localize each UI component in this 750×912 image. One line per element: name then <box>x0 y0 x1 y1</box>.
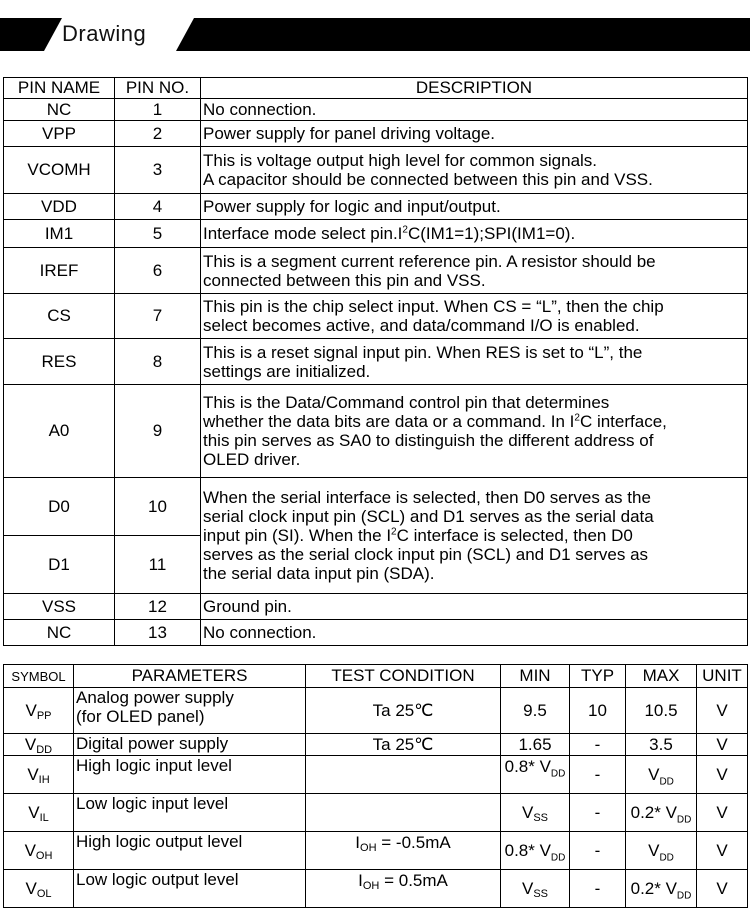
symbol-cell <box>4 794 74 832</box>
symbol-sub: IH <box>38 773 50 786</box>
max-sub: DD <box>676 813 692 825</box>
pin-no: 3 <box>115 147 201 194</box>
pin-name: D0 <box>4 478 115 536</box>
desc-sup: 2 <box>391 526 397 538</box>
pin-desc: No connection. <box>201 620 748 646</box>
table-row <box>4 478 748 536</box>
pin-name: IM1 <box>4 220 115 248</box>
pin-name: RES <box>4 339 115 385</box>
min-cell <box>501 756 570 794</box>
min-cell: 1.65 <box>501 734 570 756</box>
spec-table <box>3 664 748 908</box>
desc-text: whether the data bits are data or a command. In I <box>203 412 575 431</box>
min-sub: DD <box>550 851 566 863</box>
pin-no: 5 <box>115 220 201 248</box>
typ-cell: - <box>570 734 626 756</box>
symbol-cell <box>4 870 74 908</box>
max-cell: 10.5 <box>626 688 697 734</box>
pin-no: 13 <box>115 620 201 646</box>
table-row <box>4 385 748 478</box>
desc-line: connected between this pin and VSS. <box>203 270 486 290</box>
pin-desc <box>201 248 748 294</box>
pin-no: 4 <box>115 194 201 220</box>
symbol-cell <box>4 734 74 756</box>
pin-no: 9 <box>115 385 201 478</box>
desc-line: This is voltage output high level for common signals. <box>203 151 598 170</box>
header-pin-no: PIN NO. <box>115 78 201 99</box>
desc-line: When the serial interface is selected, then D0 serves as the <box>203 488 651 507</box>
desc-text: Interface mode select pin.I <box>203 224 403 243</box>
pin-name: A0 <box>4 385 115 478</box>
min-text: V <box>521 878 534 898</box>
param-line: (for OLED panel) <box>76 707 205 726</box>
param-cell: Low logic input level <box>74 794 306 832</box>
param-cell: Low logic output level <box>74 870 306 908</box>
desc-sup: 2 <box>402 224 408 236</box>
desc-line: serial clock input pin (SCL) and D1 serves as the serial data <box>203 507 654 526</box>
min-sub: SS <box>533 811 549 824</box>
header-min: MIN <box>501 665 570 688</box>
unit-cell: V <box>697 734 748 756</box>
param-cell: Digital power supply <box>74 734 306 756</box>
desc-text: C interface, <box>579 412 667 431</box>
pin-table <box>3 77 748 646</box>
unit-cell: V <box>697 794 748 832</box>
test-cell <box>306 794 501 832</box>
pin-name: VPP <box>4 121 115 147</box>
desc-text: input pin (SI). When the I <box>203 526 392 545</box>
symbol-cell <box>4 688 74 734</box>
table-row <box>4 248 748 294</box>
min-cell <box>501 794 570 832</box>
unit-cell: V <box>697 688 748 734</box>
table-row <box>4 794 748 832</box>
test-sub: OH <box>360 842 377 854</box>
table-row <box>4 688 748 734</box>
pin-name: VSS <box>4 594 115 620</box>
symbol-sub: PP <box>36 709 52 722</box>
param-cell: High logic input level <box>74 756 306 794</box>
typ-cell: - <box>570 832 626 870</box>
max-cell <box>626 832 697 870</box>
desc-line: This is the Data/Command control pin that determines <box>203 393 610 412</box>
table-row <box>4 870 748 908</box>
desc-line: serves as the serial clock input pin (SCL) and D1 serves as <box>203 545 649 564</box>
desc-line: settings are initialized. <box>203 361 371 381</box>
symbol-text: V <box>24 840 36 860</box>
pin-desc <box>201 385 748 478</box>
pin-desc: Power supply for logic and input/output. <box>201 194 748 220</box>
symbol-text: V <box>24 734 37 754</box>
pin-desc: Ground pin. <box>201 594 748 620</box>
symbol-text: V <box>25 878 37 898</box>
min-text: V <box>521 802 534 822</box>
min-text: 0.8* V <box>504 757 551 776</box>
max-sub: DD <box>659 775 674 787</box>
max-cell <box>626 756 697 794</box>
pin-desc-d0-d1 <box>201 478 748 594</box>
header-pin-name: PIN NAME <box>4 78 115 99</box>
table-row <box>4 832 748 870</box>
pin-table-header <box>4 78 748 99</box>
max-text: V <box>648 764 660 784</box>
test-cell <box>306 870 501 908</box>
desc-line: OLED driver. <box>203 450 301 469</box>
table-row <box>4 734 748 756</box>
pin-desc: Power supply for panel driving voltage. <box>201 121 748 147</box>
typ-cell: - <box>570 870 626 908</box>
unit-cell: V <box>697 756 748 794</box>
max-cell <box>626 794 697 832</box>
param-cell <box>74 688 306 734</box>
pin-desc <box>201 220 748 248</box>
unit-cell: V <box>697 832 748 870</box>
desc-line: This pin is the chip select input. When CS = “L”, then the chip <box>203 297 664 316</box>
typ-cell: 10 <box>570 688 626 734</box>
test-text: = 0.5mA <box>379 871 448 890</box>
section-header <box>0 18 750 51</box>
desc-line: This is a segment current reference pin. A resistor should be <box>203 251 656 271</box>
table-row <box>4 99 748 121</box>
header-description: DESCRIPTION <box>201 78 748 99</box>
header-parameters: PARAMETERS <box>74 665 306 688</box>
symbol-cell <box>4 832 74 870</box>
pin-no: 1 <box>115 99 201 121</box>
pin-no: 6 <box>115 248 201 294</box>
max-sub: DD <box>676 889 692 901</box>
symbol-text: V <box>27 764 39 784</box>
test-text: I <box>355 833 361 852</box>
pin-name: NC <box>4 99 115 121</box>
pin-name: VDD <box>4 194 115 220</box>
symbol-sub: IL <box>39 811 49 824</box>
symbol-cell <box>4 756 74 794</box>
symbol-text: V <box>25 700 37 720</box>
test-cell: Ta 25℃ <box>306 734 501 756</box>
table-row <box>4 220 748 248</box>
max-text: 0.2* V <box>630 878 677 898</box>
max-cell: 3.5 <box>626 734 697 756</box>
min-sub: SS <box>533 887 549 900</box>
param-cell: High logic output level <box>74 832 306 870</box>
pin-name: NC <box>4 620 115 646</box>
desc-line: select becomes active, and data/command I/O is enabled. <box>203 316 640 335</box>
min-cell <box>501 832 570 870</box>
desc-text: C(IM1=1);SPI(IM1=0). <box>407 224 576 243</box>
header-test-condition: TEST CONDITION <box>306 665 501 688</box>
test-cell: Ta 25℃ <box>306 688 501 734</box>
pin-name: CS <box>4 294 115 339</box>
min-text: 0.8* V <box>504 840 551 860</box>
min-cell: 9.5 <box>501 688 570 734</box>
pin-desc <box>201 339 748 385</box>
desc-line: the serial data input pin (SDA). <box>203 564 435 583</box>
max-cell <box>626 870 697 908</box>
table-row <box>4 620 748 646</box>
symbol-text: V <box>28 802 40 822</box>
symbol-sub: DD <box>36 743 53 756</box>
pin-no: 10 <box>115 478 201 536</box>
pin-no: 2 <box>115 121 201 147</box>
pin-no: 11 <box>115 536 201 594</box>
header-typ: TYP <box>570 665 626 688</box>
table-row <box>4 121 748 147</box>
typ-cell: - <box>570 756 626 794</box>
max-text: 0.2* V <box>630 802 677 822</box>
unit-cell: V <box>697 870 748 908</box>
test-text: I <box>358 871 363 890</box>
header-symbol: SYMBOL <box>4 665 74 688</box>
test-sub: OH <box>362 880 380 892</box>
max-sub: DD <box>659 851 674 863</box>
desc-line: A capacitor should be connected between this pin and VSS. <box>203 170 653 189</box>
table-row <box>4 147 748 194</box>
param-line: Analog power supply <box>76 688 234 707</box>
pin-no: 12 <box>115 594 201 620</box>
pin-desc <box>201 294 748 339</box>
test-text: = -0.5mA <box>376 833 451 852</box>
spec-table-header <box>4 665 748 688</box>
max-text: V <box>648 840 660 860</box>
test-cell <box>306 832 501 870</box>
table-row <box>4 339 748 385</box>
symbol-sub: OL <box>36 887 52 900</box>
pin-desc: No connection. <box>201 99 748 121</box>
section-title: Drawing <box>62 21 147 46</box>
symbol-sub: OH <box>35 849 53 862</box>
table-row <box>4 756 748 794</box>
pin-no: 7 <box>115 294 201 339</box>
pin-desc <box>201 147 748 194</box>
header-unit: UNIT <box>697 665 748 688</box>
min-sub: DD <box>550 768 566 780</box>
table-row <box>4 294 748 339</box>
pin-no: 8 <box>115 339 201 385</box>
typ-cell: - <box>570 794 626 832</box>
table-row <box>4 194 748 220</box>
desc-line: this pin serves as SA0 to distinguish the different address of <box>203 431 654 450</box>
table-row <box>4 594 748 620</box>
desc-line: This is a reset signal input pin. When RES is set to “L”, the <box>203 342 643 362</box>
pin-name: IREF <box>4 248 115 294</box>
min-cell <box>501 870 570 908</box>
test-cell <box>306 756 501 794</box>
pin-name: D1 <box>4 536 115 594</box>
header-max: MAX <box>626 665 697 688</box>
pin-name: VCOMH <box>4 147 115 194</box>
desc-sup: 2 <box>574 412 580 424</box>
desc-text: C interface is selected, then D0 <box>396 526 633 545</box>
